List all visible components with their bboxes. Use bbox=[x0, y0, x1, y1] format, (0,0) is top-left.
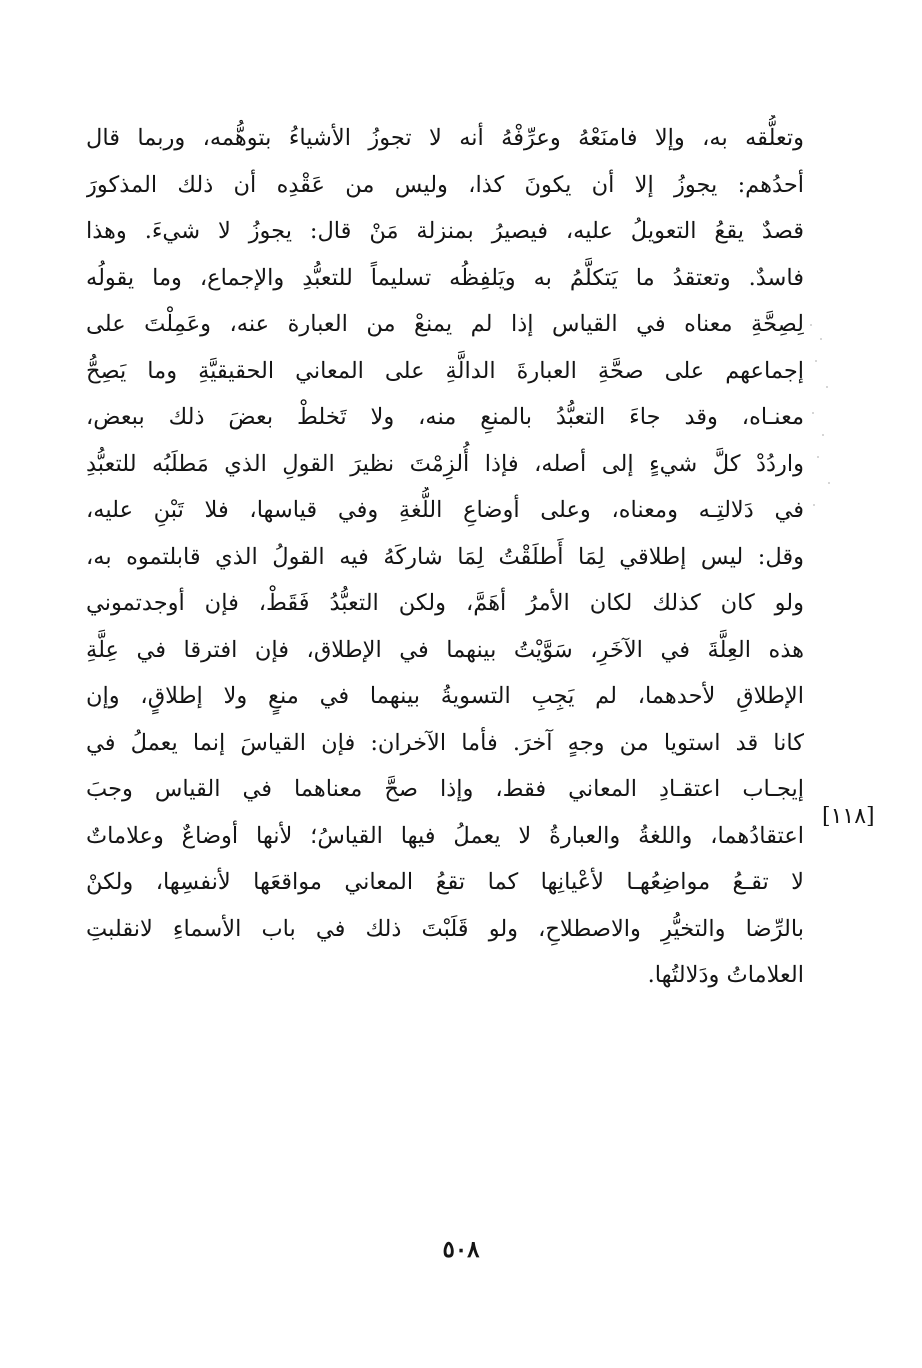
text-line: وتعلُّقه به، وإلا فامنَعْهُ وعرِّفْهُ أنه لا تجوزُ الأشياءُ بتوهُّمه، وربما قال bbox=[86, 125, 804, 151]
text-line: أحدُهم: يجوزُ إلا أن يكونَ كذا، وليس من عَقْدِه أن ذلك المذكورَ bbox=[86, 171, 804, 198]
text-line: قصدٌ يقعُ التعويلُ عليه، فيصيرُ بمنزلة مَنْ قال: يجوزُ لا شيءَ. وهذا bbox=[86, 218, 804, 244]
scan-noise-specks bbox=[806, 316, 840, 516]
main-text-block bbox=[86, 115, 804, 999]
text-line: معنـاه، وقد جاءَ التعبُّدُ بالمنعِ منه، ولا تَخلطْ بعضَ ذلك ببعض، bbox=[86, 404, 804, 430]
text-line: فاسدٌ. وتعتقدُ ما يَتكلَّمُ به ويَلفِظُه تسليماً للتعبُّدِ والإجماع، وما يقولُه bbox=[86, 264, 804, 291]
text-line: واردُدْ كلَّ شيءٍ إلى أصله، فإذا أُلزِمْتَ نظيرَ القولِ الذي مَطلَبُه للتعبُّدِ bbox=[86, 450, 804, 477]
marginal-reference-number: [١١٨] bbox=[822, 804, 875, 829]
text-line: إجماعهم على صحَّةِ العبارةَ الدالَّةِ على المعاني الحقيقيَّةِ وما يَصِحُّ bbox=[86, 357, 804, 384]
text-line: إيجـاب اعتقـادِ المعاني فقط، وإذا صحَّ معناهما في القياس وجبَ bbox=[86, 776, 804, 802]
text-line-final: العلاماتُ ودَلالتُها. bbox=[647, 962, 804, 988]
text-line: وقل: ليس إطلاقي لِمَا أَطلَقْتُ لِمَا شاركَهُ فيه القولُ الذي قابلتموه به، bbox=[86, 543, 804, 570]
text-line: كانا قد استويا من وجهٍ آخرَ. فأما الآخران: فإن القياسَ إنما يعملُ في bbox=[86, 729, 804, 756]
text-line: ولو كان كذلك لكان الأمرُ أهَمَّ، ولكن التعبُّدُ فَقَطْ، فإن أوجدتموني bbox=[86, 590, 804, 616]
text-line: هذه العِلَّةَ في الآخَرِ، سَوَّيْتُ بينهما في الإطلاق، فإن افترقا في عِلَّةِ bbox=[86, 636, 804, 663]
text-line: لِصِحَّةِ معناه في القياس إذا لم يمنعْ من العبارة عنه، وعَمِلْتَ على bbox=[86, 311, 804, 337]
page-number: ٥٠٨ bbox=[442, 1236, 480, 1263]
text-line: الإطلاقِ لأحدهما، لم يَجِبِ التسويةُ بينهما في منعٍ ولا إطلاقٍ، وإن bbox=[86, 683, 804, 709]
text-line: لا تقـعُ مواضِعُهـا لأعْيانِها كما تقعُ المعاني مواقعَها لأنفسِها، ولكنْ bbox=[86, 869, 804, 895]
text-line: بالرِّضا والتخيُّرِ والاصطلاحِ، ولو قَلَبْتَ ذلك في باب الأسماءِ لانقلبتِ bbox=[86, 915, 804, 942]
text-line: في دَلالتِـه ومعناه، وعلى أوضاعِ اللُّغةِ وفي قياسها، فلا تَبْنِ عليه، bbox=[86, 497, 804, 523]
text-line: اعتقادُهما، واللغةُ والعبارةُ لا يعملُ فيها القياسُ؛ لأنها أوضاعٌ وعلاماتٌ bbox=[86, 822, 804, 849]
